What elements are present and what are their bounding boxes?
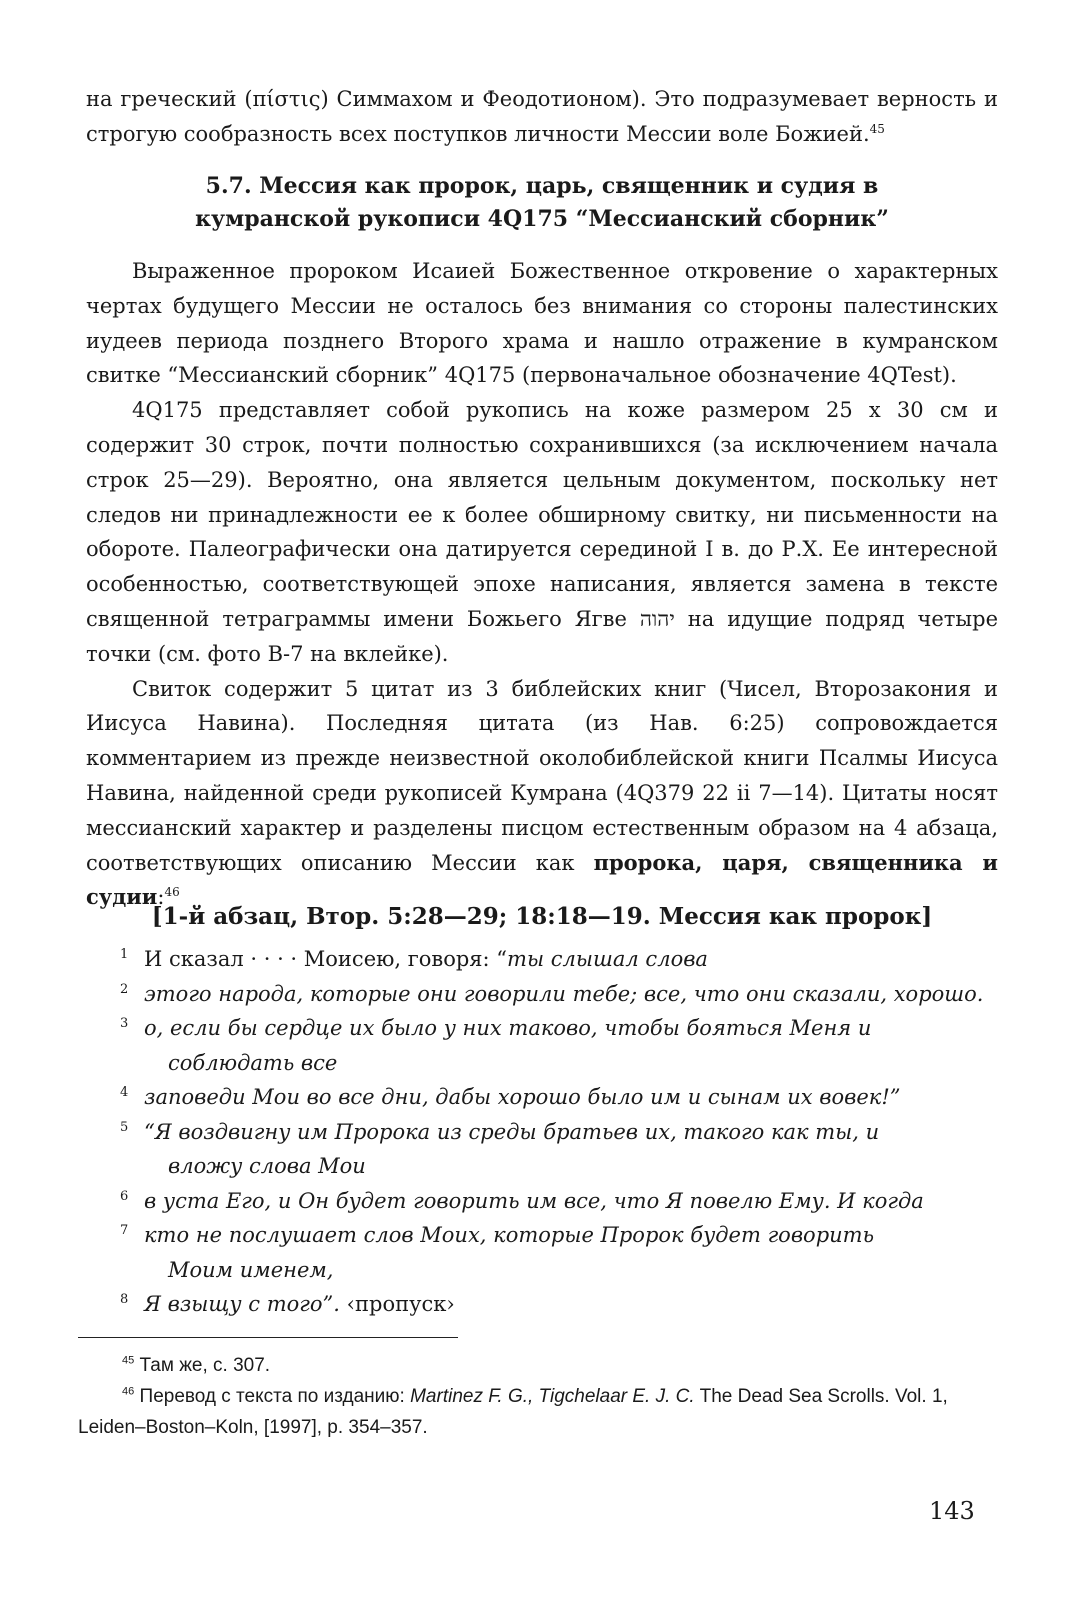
verse-number: 1	[120, 947, 129, 962]
footnote-number: 45	[122, 1354, 135, 1367]
subheading: [1-й абзац, Втор. 5:28—29; 18:18—19. Мессия как пророк]	[151, 903, 933, 930]
body-text	[86, 254, 998, 915]
intro-paragraph	[86, 82, 998, 152]
footnote-text: The Dead Sea Scrolls. Vol. 1, Leiden–Boston–Koln, [1997], p. 354–357.	[78, 1386, 948, 1438]
verse-line	[120, 1287, 1000, 1322]
verse-number: 4	[120, 1085, 129, 1100]
footnote-45	[78, 1350, 978, 1381]
verse-continuation: Моим именем,	[168, 1257, 334, 1282]
paragraph-3	[86, 672, 998, 916]
verse-text: кто не послушает слов Моих, которые Пророк будет говорить	[144, 1223, 875, 1247]
verse-continuation: вложу слова Мои	[168, 1154, 366, 1178]
footnote-text: Martinez F. G., Tigchelaar E. J. C.	[410, 1386, 695, 1407]
section-heading-line-2: кумранской рукописи 4Q175 “Мессианский сборник”	[195, 206, 889, 232]
paragraph-3-bold: пророка, царя, священника и судии	[86, 849, 998, 910]
verse-number: 6	[120, 1188, 129, 1204]
footnote-text: Перевод с текста по изданию:	[139, 1386, 411, 1407]
section-heading	[86, 170, 998, 236]
verse-continuation: соблюдать все	[168, 1050, 338, 1075]
verse-text: заповеди Мои во все дни, дабы хорошо было им и сынам их вовек!”	[144, 1085, 901, 1109]
verse-line	[120, 1115, 1000, 1184]
verse-line	[120, 1184, 1000, 1219]
verse-text: “Я воздвигну им Пророка из среды братьев их, такого как ты, и	[144, 1119, 880, 1144]
verse-line	[120, 942, 1000, 977]
verse-list	[120, 942, 1000, 1322]
verse-line	[120, 977, 1000, 1012]
footnote-46	[78, 1381, 978, 1443]
verse-text: о, если бы сердце их было у них таково, чтобы бояться Меня и	[144, 1016, 872, 1040]
footnote-ref-46: 46	[164, 885, 180, 900]
verse-number: 7	[120, 1223, 129, 1238]
page-number: 143	[929, 1497, 975, 1525]
verse-number: 5	[120, 1119, 129, 1135]
verse-gap-marker: ‹пропуск›	[346, 1292, 455, 1316]
footnote-ref-45: 45	[869, 121, 885, 136]
footnote-number: 46	[122, 1385, 135, 1398]
footnotes	[78, 1350, 978, 1443]
verse-lead: И сказал · · · · Моисею, говоря: “	[144, 947, 508, 971]
verse-text: Я взыщу с того”.	[144, 1292, 340, 1316]
verse-text: в уста Его, и Он будет говорить им все, что Я повелю Ему. И когда	[144, 1188, 924, 1213]
footnote-text: Там же, с. 307.	[139, 1355, 271, 1376]
intro-text: на греческий (πίστις) Симмахом и Феодотионом). Это подразумевает верность и строгую сообразность всех поступков личности Мессии воле Божией.	[86, 87, 998, 146]
verse-number: 2	[120, 981, 129, 997]
verse-line	[120, 1218, 1000, 1287]
section-heading-line-1: 5.7. Мессия как пророк, царь, священник и судия в	[205, 173, 879, 199]
verse-number: 8	[120, 1292, 129, 1307]
verse-text: ты слышал слова	[507, 947, 708, 971]
paragraph-3-end: :	[157, 885, 165, 910]
paragraph-3-text: Свиток содержит 5 цитат из 3 библейских книг (Чисел, Второзакония и Иисуса Навина). Последняя цитата (из Нав. 6:25) сопровождается комментарием из прежде неизвестной околобиблейской книги Псалмы Иисуса Навина, найденной среди рукописей Кумрана (4Q379 22 ii 7—14). Цитаты носят мессианский характер и разделены писцом естественным образом на 4 абзаца, соответствующих описанию Мессии как	[86, 676, 998, 875]
verse-text: этого народа, которые они говорили тебе; все, что они сказали, хорошо.	[144, 981, 984, 1006]
footnote-divider	[78, 1337, 458, 1338]
paragraph-1: Выраженное пророком Исаией Божественное откровение о характерных чертах будущего Мессии не осталось без внимания со стороны палестинских иудеев периода позднего Второго храма и нашло отражение в кумранском свитке “Мессианский сборник” 4Q175 (первоначальное обозначение 4QTest).	[86, 259, 998, 388]
verse-number: 3	[120, 1016, 129, 1031]
paragraph-2: 4Q175 представляет собой рукопись на коже размером 25 x 30 см и содержит 30 строк, почти полностью сохранившихся (за исключением начала строк 25—29). Вероятно, она является цельным документом, поскольку нет следов ни принадлежности ее к более обширному свитку, ни письменности на обороте. Палеографически она датируется серединой I в. до Р.Х. Ее интересной особенностью, соответствующей эпохе написания, является замена в тексте священной тетраграммы имени Божьего Ягве יהוה на идущие подряд четыре точки (см. фото В-7 на вклейке).	[86, 398, 999, 666]
verse-line	[120, 1080, 1000, 1115]
verse-line	[120, 1011, 1000, 1080]
